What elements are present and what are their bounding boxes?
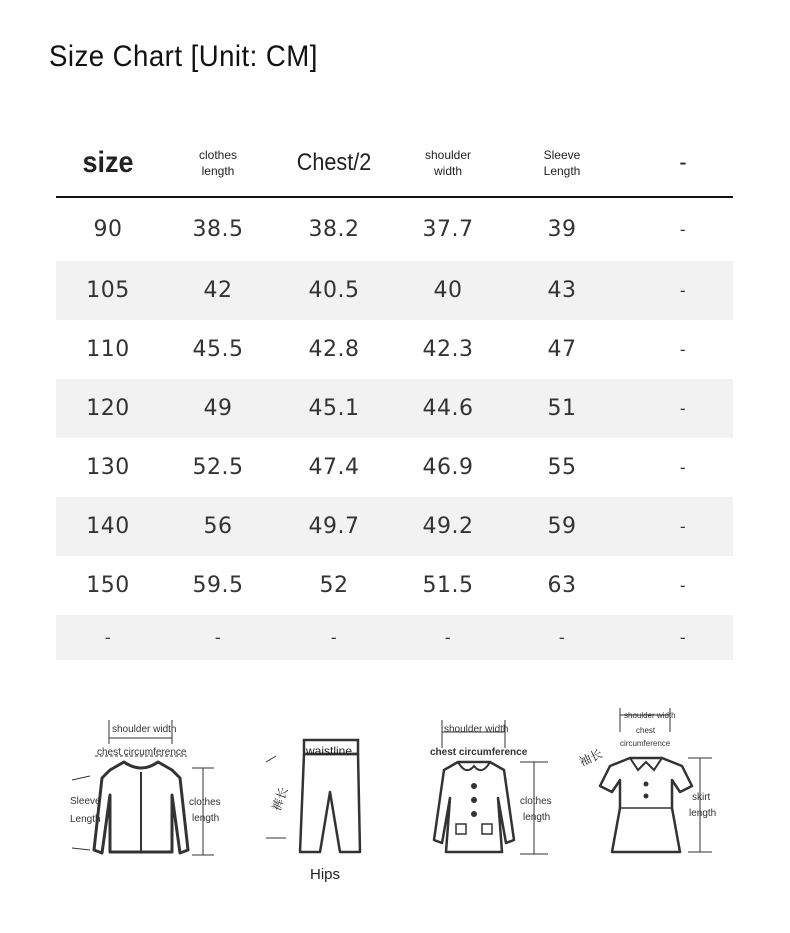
dress-icon (600, 758, 692, 852)
dress-shoulder-label: shoulder width (624, 711, 676, 720)
header-sleeve-length (518, 130, 606, 196)
header-clothes-length-line1: clothes (198, 147, 238, 162)
cell-extra: - (679, 220, 687, 239)
cell-shoulder: 44.6 (422, 396, 474, 421)
header-sleeve-line2: Length (543, 164, 581, 178)
coat-length-label-2: length (523, 812, 551, 823)
coat-length-label-1: clothes (520, 796, 552, 807)
pants-diagram (262, 700, 372, 890)
header-shoulder-line2: width (433, 164, 462, 178)
dress-chest-label-2: circumference (620, 739, 671, 748)
table-row (56, 320, 733, 379)
cell-chest: 47.4 (308, 455, 360, 480)
header-shoulder-width (404, 130, 492, 196)
cell-clothes-length: 42 (203, 278, 233, 303)
dress-length-label-2: length (689, 808, 717, 819)
cell-size: 105 (86, 278, 130, 303)
cell-size: 130 (86, 455, 130, 480)
cell-size: 90 (93, 217, 123, 242)
cell-size: 140 (86, 514, 130, 539)
cell-clothes-length: 56 (203, 514, 233, 539)
pants-hips-label: Hips (310, 866, 341, 883)
cell-extra: - (679, 576, 687, 595)
cell-extra: - (679, 340, 687, 359)
jacket-shoulder-label: shoulder width (112, 724, 177, 735)
cell-extra: - (679, 458, 687, 477)
cell-size: 150 (86, 573, 130, 598)
jacket-diagram (62, 700, 232, 870)
dress-length-label-1: skirt (692, 792, 711, 803)
pants-waist-label: waistline (306, 744, 353, 758)
table-row (56, 497, 733, 556)
cell-sleeve: 43 (547, 278, 577, 303)
cell-sleeve: 55 (547, 455, 577, 480)
cell-shoulder: 51.5 (422, 573, 474, 598)
dress-diagram (570, 700, 730, 870)
header-clothes-length-line2: length (201, 164, 235, 178)
size-table (56, 130, 733, 660)
dress-sleeve-label: 袖长 (577, 746, 605, 770)
header-size: size (82, 145, 134, 179)
dress-chest-label-1: chest (636, 726, 656, 735)
pants-length-label: 裤长 (269, 785, 291, 813)
cell-shoulder: 40 (433, 278, 463, 303)
table-row (56, 261, 733, 320)
jacket-length-label-2: length (192, 813, 220, 824)
cell-sleeve: 47 (547, 337, 577, 362)
cell-extra: - (679, 628, 687, 647)
cell-shoulder: 49.2 (422, 514, 474, 539)
table-row (56, 198, 733, 261)
jacket-chest-label: chest circumference (97, 747, 187, 758)
jacket-sleeve-label-1: Sleeve (70, 796, 101, 807)
cell-chest: 40.5 (308, 278, 360, 303)
cell-chest: 42.8 (308, 337, 360, 362)
table-row (56, 615, 733, 660)
header-chest: Chest/2 (296, 148, 372, 176)
jacket-sleeve-label-2: Length (70, 814, 101, 825)
cell-sleeve: 51 (547, 396, 577, 421)
cell-extra: - (679, 517, 687, 536)
cell-chest: 49.7 (308, 514, 360, 539)
cell-extra: - (679, 281, 687, 300)
cell-clothes-length: 38.5 (192, 217, 244, 242)
table-row (56, 379, 733, 438)
cell-shoulder: 42.3 (422, 337, 474, 362)
coat-shoulder-label: shoulder width (444, 724, 509, 735)
cell-clothes-length: 59.5 (192, 573, 244, 598)
cell-size: 120 (86, 396, 130, 421)
cell-clothes-length: 49 (203, 396, 233, 421)
coat-icon (434, 762, 514, 852)
header-sleeve-line1: Sleeve (543, 147, 581, 162)
coat-diagram (420, 700, 565, 870)
header-clothes-length (174, 130, 262, 196)
pants-icon (300, 754, 360, 852)
cell-sleeve: - (558, 628, 566, 647)
cell-sleeve: 59 (547, 514, 577, 539)
table-header (56, 130, 733, 198)
cell-sleeve: 63 (547, 573, 577, 598)
jacket-length-label-1: clothes (189, 797, 221, 808)
cell-chest: - (330, 628, 338, 647)
cell-shoulder: 37.7 (422, 217, 474, 242)
cell-shoulder: 46.9 (422, 455, 474, 480)
cell-chest: 52 (319, 573, 349, 598)
table-row (56, 556, 733, 615)
page-title: Size Chart [Unit: CM] (49, 40, 318, 73)
cell-size: - (104, 628, 112, 647)
header-extra: - (679, 148, 687, 176)
cell-shoulder: - (444, 628, 452, 647)
cell-chest: 38.2 (308, 217, 360, 242)
cell-clothes-length: - (214, 628, 222, 647)
cell-sleeve: 39 (547, 217, 577, 242)
cell-chest: 45.1 (308, 396, 360, 421)
table-row (56, 438, 733, 497)
cell-clothes-length: 45.5 (192, 337, 244, 362)
cell-size: 110 (86, 337, 130, 362)
coat-chest-label: chest circumference (430, 747, 528, 758)
cell-clothes-length: 52.5 (192, 455, 244, 480)
header-shoulder-line1: shoulder (424, 147, 472, 162)
cell-extra: - (679, 399, 687, 418)
